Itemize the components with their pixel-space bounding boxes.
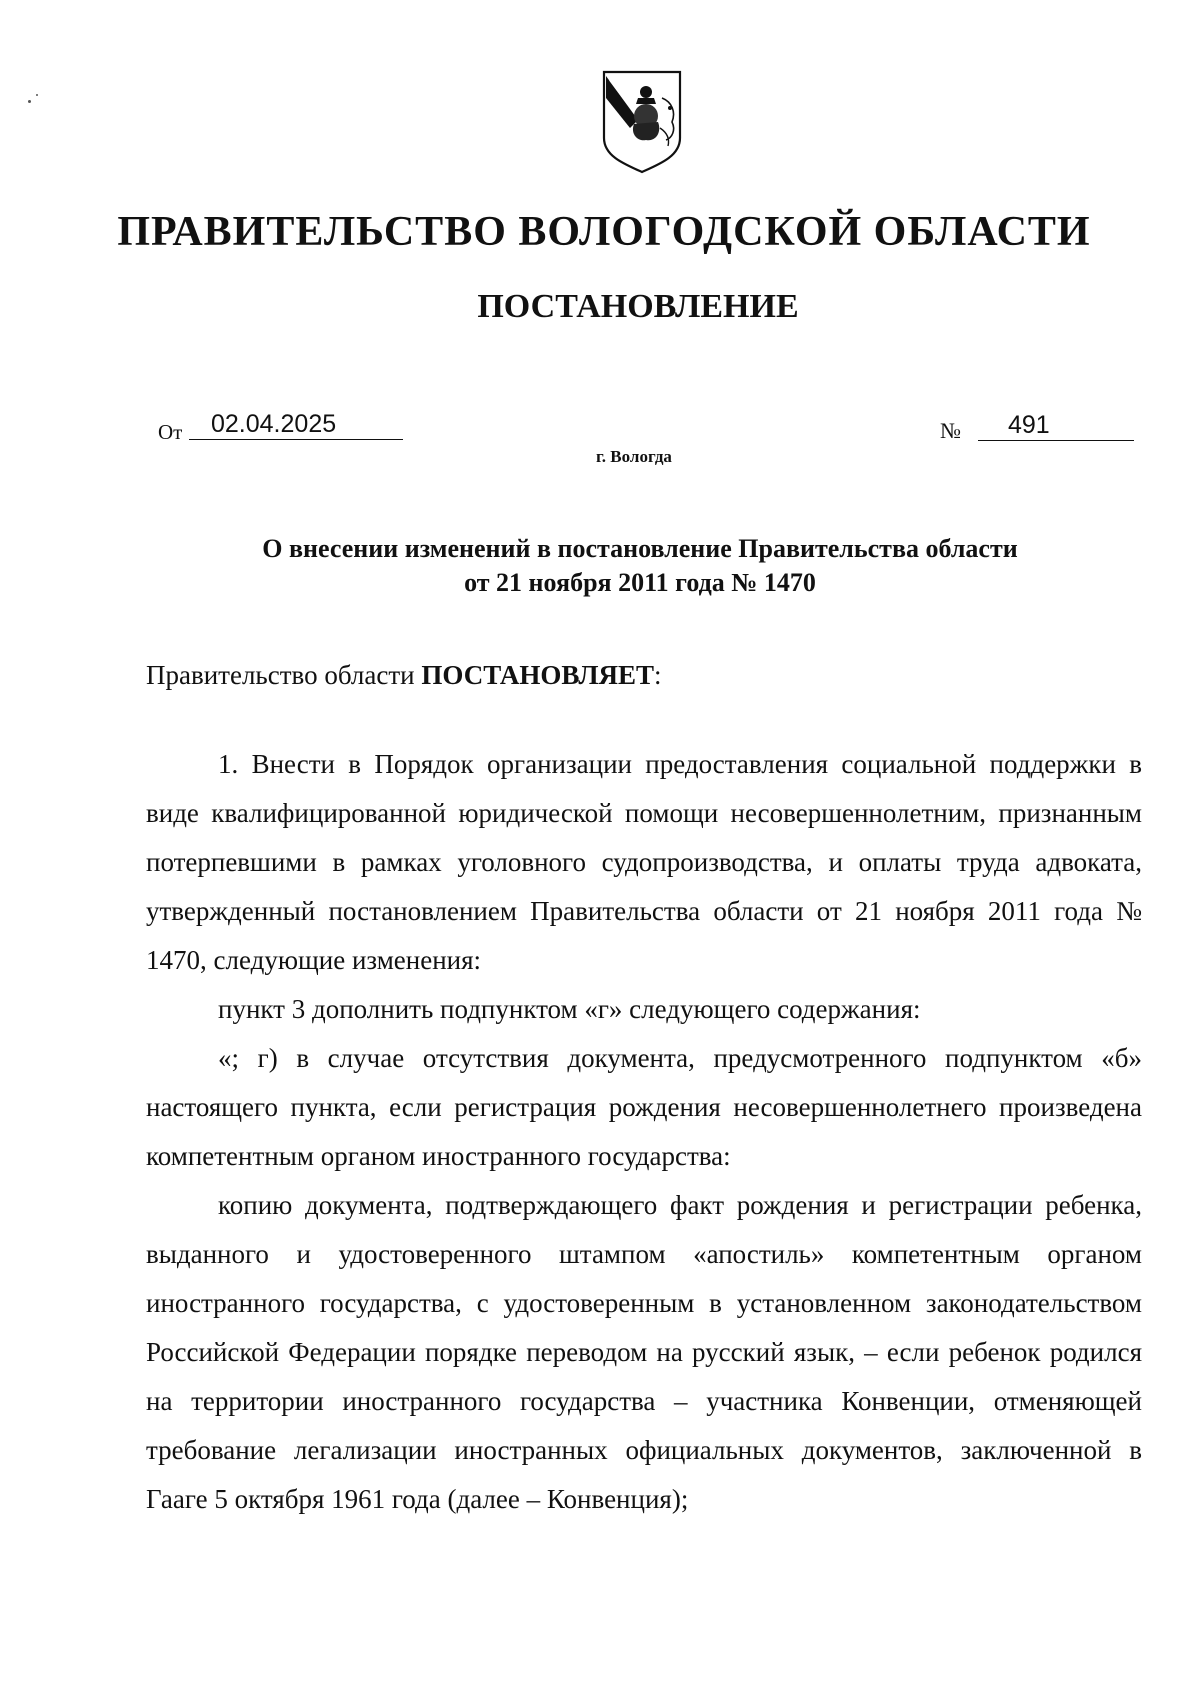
document-subject [40,532,1200,600]
decree-keyword: ПОСТАНОВЛЯЕТ [421,660,654,690]
subject-line-2: от 21 ноября 2011 года № 1470 [464,568,816,597]
document-body [146,740,1142,1524]
document-date: 02.04.2025 [189,410,403,440]
paragraph: пункт 3 дополнить подпунктом «г» следующего содержания: [218,994,921,1024]
coat-of-arms-emblem [600,68,684,174]
document-type: ПОСТАНОВЛЕНИЕ [477,288,799,325]
scan-speck [28,100,31,103]
subject-line-1: О внесении изменений в постановление Правительства области [262,534,1018,563]
city-name: г. Вологда [596,447,672,466]
paragraph: «; г) в случае отсутствия документа, предусмотренного подпунктом «б» настоящего пункта, если регистрация рождения несовершеннолетнего произведена компетентным органом иностранного государства: [146,1043,1142,1171]
decree-suffix: : [653,660,662,690]
number-label: № [940,418,961,443]
date-label: От [158,420,183,444]
paragraph: 1. Внести в Порядок организации предоставления социальной поддержки в виде квалифицированной юридической помощи несовершеннолетним, признанным потерпевшими в рамках уголовного судопроизводства, и оплаты труда адвоката, утвержденный постановлением Правительства области от 21 ноября 2011 года № 1470, следующие изменения: [146,749,1142,975]
scan-speck [36,94,38,96]
decree-statement [146,660,662,691]
paragraph: копию документа, подтверждающего факт рождения и регистрации ребенка, выданного и удостоверенного штампом «апостиль» компетентным органом иностранного государства, с удостоверенным в установленном законодательством Российской Федерации порядке переводом на русский язык, – если ребенок родился на территории иностранного государства – участника Конвенции, отменяющей требование легализации иностранных официальных документов, заключенной в Гааге 5 октября 1961 года (далее – Конвенция); [146,1190,1142,1514]
organization-title: ПРАВИТЕЛЬСТВО ВОЛОГОДСКОЙ ОБЛАСТИ [117,209,1091,255]
document-number: 491 [978,411,1134,441]
decree-prefix: Правительство области [146,660,422,690]
